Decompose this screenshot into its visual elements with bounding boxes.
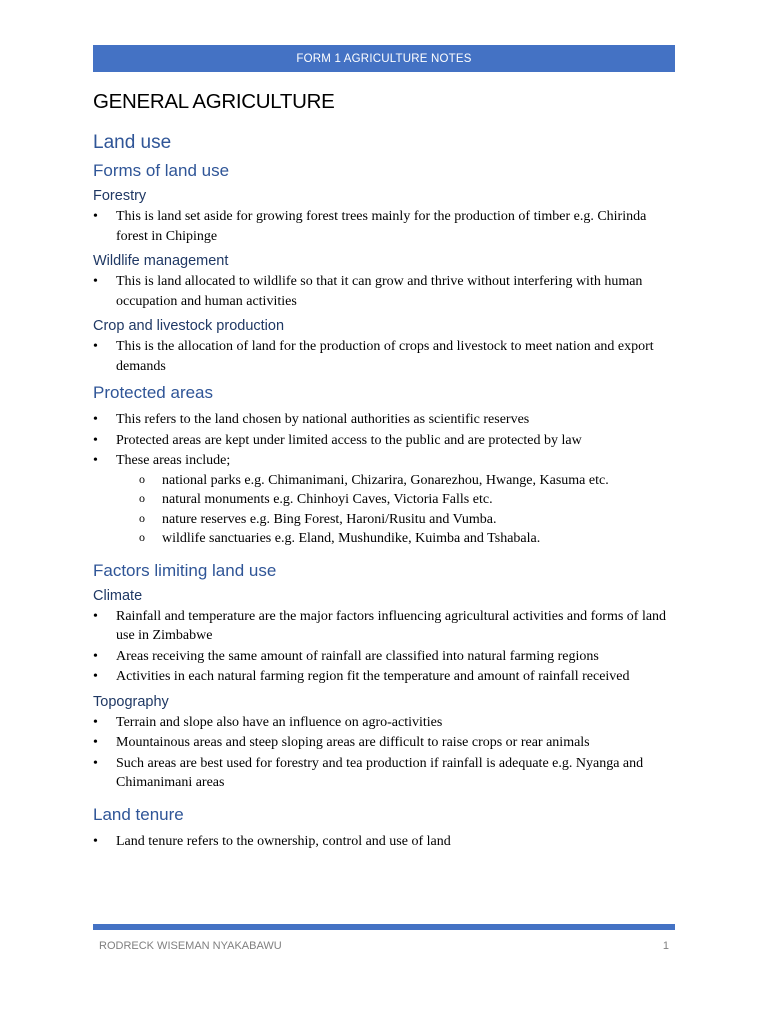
list-item: • This is land set aside for growing forest trees mainly for the production of timber e.g. Chirinda forest in Chipinge: [93, 207, 675, 246]
sub-list-item: o national parks e.g. Chimanimani, Chizarira, Gonarezhou, Hwange, Kasuma etc.: [93, 471, 675, 491]
tenure-list: [93, 832, 675, 852]
list-item: • This is the allocation of land for the production of crops and livestock to meet nation and export demands: [93, 337, 675, 376]
heading-protected-areas: Protected areas: [93, 383, 214, 402]
heading-land-use: Land use: [93, 132, 172, 153]
heading-wildlife-management: Wildlife management: [93, 253, 229, 269]
document-title: GENERAL AGRICULTURE: [93, 90, 335, 113]
footer-divider: [93, 924, 675, 930]
sub-list-item: o wildlife sanctuaries e.g. Eland, Mushundike, Kuimba and Tshabala.: [93, 529, 675, 549]
forestry-list: [93, 207, 675, 246]
list-item: • This refers to the land chosen by national authorities as scientific reserves: [93, 410, 675, 430]
header-bar: [93, 45, 675, 72]
list-item: • Mountainous areas and steep sloping areas are difficult to raise crops or rear animals: [93, 733, 675, 753]
heading-crop-livestock: Crop and livestock production: [93, 318, 285, 334]
footer-author: RODRECK WISEMAN NYAKABAWU: [99, 940, 282, 952]
climate-list: [93, 607, 675, 687]
heading-topography: Topography: [93, 693, 169, 710]
sub-list-item: o natural monuments e.g. Chinhoyi Caves, Victoria Falls etc.: [93, 490, 675, 510]
page-content: [93, 90, 675, 858]
list-item: • Rainfall and temperature are the major factors influencing agricultural activities and forms of land use in Zimbabwe: [93, 607, 675, 646]
heading-factors-limiting: Factors limiting land use: [93, 560, 277, 580]
list-item: • Protected areas are kept under limited access to the public and are protected by law: [93, 431, 675, 451]
footer: [99, 940, 669, 952]
header-text: FORM 1 AGRICULTURE NOTES: [296, 52, 472, 65]
heading-forestry: Forestry: [93, 188, 147, 204]
heading-forms-of-land-use: Forms of land use: [93, 161, 230, 180]
list-item: [93, 451, 675, 471]
list-item: • Terrain and slope also have an influence on agro-activities: [93, 713, 675, 733]
crop-list: [93, 337, 675, 376]
heading-land-tenure: Land tenure: [93, 804, 184, 824]
list-item: • Activities in each natural farming region fit the temperature and amount of rainfall received: [93, 667, 675, 687]
heading-climate: Climate: [93, 587, 143, 604]
page-number: 1: [662, 940, 669, 952]
list-item: • Areas receiving the same amount of rainfall are classified into natural farming regions: [93, 647, 675, 667]
sub-list-item: o nature reserves e.g. Bing Forest, Haroni/Rusitu and Vumba.: [93, 510, 675, 530]
list-item: • This is land allocated to wildlife so that it can grow and thrive without interfering with human occupation and human activities: [93, 272, 675, 311]
protected-list: [93, 410, 675, 471]
topography-list: [93, 713, 675, 793]
list-item: • Land tenure refers to the ownership, control and use of land: [93, 832, 675, 852]
list-item: • Such areas are best used for forestry and tea production if rainfall is adequate e.g. Nyanga and Chimanimani areas: [93, 754, 675, 793]
protected-sub-list: [93, 471, 675, 549]
wildlife-list: [93, 272, 675, 311]
list-item-text: These areas include;: [116, 453, 231, 468]
